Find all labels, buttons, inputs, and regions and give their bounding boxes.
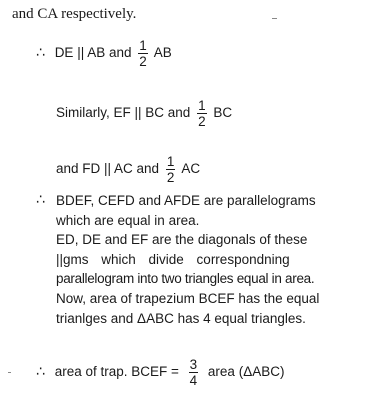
fraction-numerator: 1 [139,38,147,53]
paragraph-line: ||gms which divide correspondning [56,251,290,267]
fraction-denominator: 2 [139,54,147,69]
paragraph-line: Now, area of trapezium BCEF has the equal [56,290,320,306]
fraction-one-half [166,154,176,185]
therefore-symbol: ∴ [36,45,45,62]
paragraph-line: parallelogram into two triangles equal in area. [56,271,315,287]
conclusion-text: area of trap. BCEF = [54,364,179,380]
fraction-numerator: 1 [198,98,206,113]
conclusion-tail: area (ΔABC) [207,364,285,380]
relation-tail: BC [213,105,233,121]
relation-text: Similarly, EF || BC and [56,105,191,121]
relation-tail: AC [181,161,201,177]
fraction-denominator: 4 [189,373,198,388]
fraction-denominator: 2 [166,170,175,185]
fraction-numerator: 1 [166,154,175,169]
relation-text: DE || AB and [54,45,132,61]
scan-mark [8,372,11,373]
fraction-denominator: 2 [198,114,206,129]
explanation-paragraph [56,191,366,328]
relation-line-ef-bc [56,98,232,129]
paragraph-line: trianlges and ΔABC has 4 equal triangles. [56,310,306,326]
paragraph-line: which are equal in area. [56,212,200,228]
relation-text: and FD || AC and [56,161,160,177]
conclusion-line [36,357,284,388]
relation-tail: AB [153,45,172,61]
therefore-symbol: ∴ [36,192,45,208]
fraction-numerator: 3 [189,357,198,372]
fraction-one-half [197,98,207,129]
relation-line-fd-ac [56,154,200,185]
paragraph-line: BDEF, CEFD and AFDE are parallelograms [56,193,316,208]
heading-line: and CA respectively. [12,6,137,22]
relation-line-de-ab [36,38,172,69]
fraction-three-quarters [189,357,199,388]
therefore-symbol: ∴ [36,364,45,381]
fraction-one-half [138,38,148,69]
scan-mark [272,18,277,19]
paragraph-line: ED, DE and EF are the diagonals of these [56,232,308,248]
